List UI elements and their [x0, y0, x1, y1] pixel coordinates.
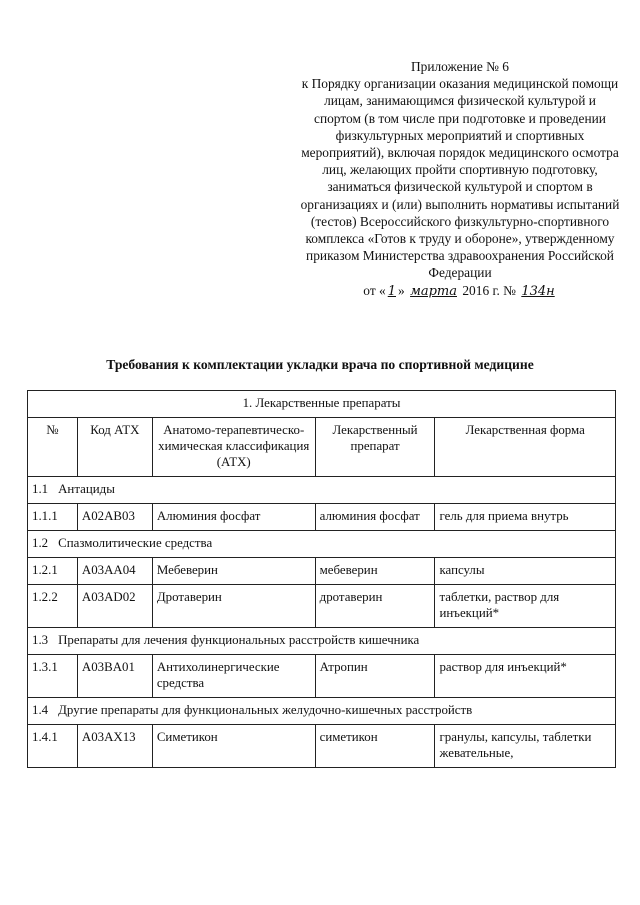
- document-title: Требования к комплектации укладки врача по спортивной медицине: [106, 357, 534, 372]
- group-row: [28, 531, 616, 558]
- row-form: таблетки, раствор для инъекций*: [435, 585, 616, 628]
- row-code: A03AD02: [77, 585, 152, 628]
- order-number-handwritten: 134н: [521, 283, 555, 299]
- table-row: [28, 558, 616, 585]
- group-row: [28, 628, 616, 655]
- date-month-handwritten: марта: [410, 283, 457, 299]
- table-row: [28, 504, 616, 531]
- row-code: A03AA04: [77, 558, 152, 585]
- group-row: [28, 698, 616, 725]
- date-day-handwritten: 1: [387, 283, 396, 299]
- row-number: 1.2.2: [28, 585, 78, 628]
- row-form: гель для приема внутрь: [435, 504, 616, 531]
- row-form: капсулы: [435, 558, 616, 585]
- date-prefix: от «: [363, 282, 386, 298]
- group-number: 1.1: [32, 482, 49, 496]
- table-row: [28, 725, 616, 768]
- group-title: Другие препараты для функциональных желудочно-кишечных расстройств: [58, 703, 473, 717]
- col-header-number: №: [28, 418, 78, 477]
- group-number: 1.3: [32, 633, 49, 647]
- date-mid: »: [398, 282, 405, 298]
- row-atx: Дротаверин: [152, 585, 315, 628]
- table-row: [28, 655, 616, 698]
- row-drug: дротаверин: [315, 585, 435, 628]
- appendix-header: [300, 58, 620, 300]
- row-atx: Антихолинергические средства: [152, 655, 315, 698]
- col-header-drug: Лекарственный препарат: [315, 418, 435, 477]
- row-code: A02AB03: [77, 504, 152, 531]
- order-date-line: [300, 282, 620, 300]
- col-header-atx: Анатомо-терапевтическо-химическая классификация (АТХ): [152, 418, 315, 477]
- section-header: 1. Лекарственные препараты: [28, 391, 616, 418]
- row-drug: симетикон: [315, 725, 435, 768]
- appendix-title: Приложение № 6: [410, 59, 510, 74]
- row-number: 1.1.1: [28, 504, 78, 531]
- drug-table: [27, 390, 616, 768]
- row-drug: алюминия фосфат: [315, 504, 435, 531]
- table-row: [28, 585, 616, 628]
- row-atx: Мебеверин: [152, 558, 315, 585]
- row-number: 1.3.1: [28, 655, 78, 698]
- column-header-row: [28, 418, 616, 477]
- col-header-form: Лекарственная форма: [435, 418, 616, 477]
- row-atx: Алюминия фосфат: [152, 504, 315, 531]
- row-number: 1.2.1: [28, 558, 78, 585]
- row-drug: Атропин: [315, 655, 435, 698]
- date-year: 2016 г. №: [462, 282, 516, 298]
- row-form: раствор для инъекций*: [435, 655, 616, 698]
- group-title: Спазмолитические средства: [58, 536, 213, 550]
- group-title: Препараты для лечения функциональных расстройств кишечника: [58, 633, 420, 647]
- group-number: 1.4: [32, 703, 49, 717]
- group-number: 1.2: [32, 536, 49, 550]
- group-row: [28, 477, 616, 504]
- row-drug: мебеверин: [315, 558, 435, 585]
- row-number: 1.4.1: [28, 725, 78, 768]
- section-header-row: [28, 391, 616, 418]
- appendix-body: к Порядку организации оказания медицинской помощи лицам, занимающимся физической культурой и спортом (в том числе при подготовке и проведении физкультурных мероприятий и спортивных мероприятий), включая порядок медицинского осмотра лиц, желающих пройти спортивную подготовку, заниматься физической культурой и спортом в организациях и (или) выполнить нормативы испытаний (тестов) Всероссийского физкультурно-спортивного комплекса «Готов к труду и обороне», утвержденному приказом Министерства здравоохранения Российской Федерации: [300, 76, 620, 281]
- group-title: Антациды: [58, 482, 115, 496]
- row-code: A03AX13: [77, 725, 152, 768]
- row-code: A03BA01: [77, 655, 152, 698]
- col-header-code: Код АТХ: [77, 418, 152, 477]
- row-atx: Симетикон: [152, 725, 315, 768]
- row-form: гранулы, капсулы, таблетки жевательные,: [435, 725, 616, 768]
